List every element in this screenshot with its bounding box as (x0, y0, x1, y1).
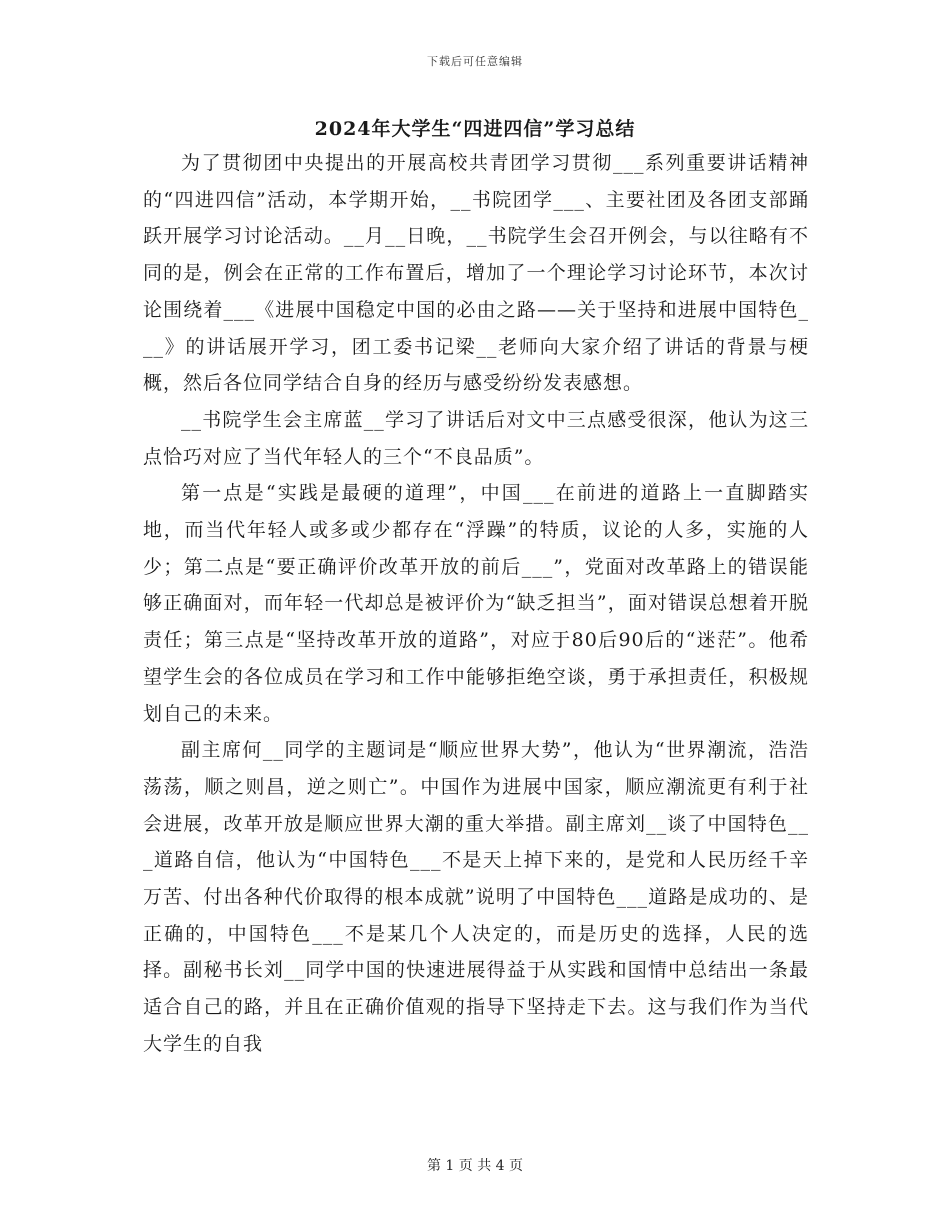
paragraph: 副主席何__同学的主题词是“顺应世界大势”，他认为“世界潮流，浩浩荡荡，顺之则昌，逆之则亡”。中国作为进展中国家，顺应潮流更有利于社会进展，改革开放是顺应世界大潮的重大举措。副主席刘__谈了中国特色___道路自信，他认为“中国特色___不是天上掉下来的，是党和人民历经千辛万苦、付出各种代价取得的根本成就”说明了中国特色___道路是成功的、是正确的，中国特色___不是某几个人决定的，而是历史的选择，人民的选择。副秘书长刘__同学中国的快速进展得益于从实践和国情中总结出一条最适合自己的路，并且在正确价值观的指导下坚持走下去。这与我们作为当代大学生的自我 (143, 739, 809, 1055)
paragraph: __书院学生会主席蓝__学习了讲话后对文中三点感受很深，他认为这三点恰巧对应了当代年轻人的三个“不良品质”。 (143, 408, 809, 468)
document-title: 2024年大学生“四进四信”学习总结 (314, 118, 636, 140)
paragraph: 为了贯彻团中央提出的开展高校共青团学习贯彻___系列重要讲话精神的“四进四信”活动，本学期开始，__书院团学___、主要社团及各团支部踊跃开展学习讨论活动。__月__日晚，__书院学生会召开例会，与以往略有不同的是，例会在正常的工作布置后，增加了一个理论学习讨论环节，本次讨论围绕着___《进展中国稳定中国的必由之路——关于坚持和进展中国特色___》的讲话展开学习，团工委书记梁__老师向大家介绍了讲话的背景与梗概，然后各位同学结合自身的经历与感受纷纷发表感想。 (143, 152, 809, 395)
paragraph: 第一点是“实践是最硬的道理”，中国___在前进的道路上一直脚踏实地，而当代年轻人或多或少都存在“浮躁”的特质，议论的人多，实施的人少；第二点是“要正确评价改革开放的前后___”，党面对改革路上的错误能够正确面对，而年轻一代却总是被评价为“缺乏担当”，面对错误总想着开脱责任；第三点是“坚持改革开放的道路”，对应于80后90后的“迷茫”。他希望学生会的各位成员在学习和工作中能够拒绝空谈，勇于承担责任，积极规划自己的未来。 (143, 482, 809, 725)
header-note: 下载后可任意编辑 (427, 55, 523, 68)
document-body (143, 145, 809, 1063)
page-footer: 第 1 页 共 4 页 (426, 1158, 524, 1174)
